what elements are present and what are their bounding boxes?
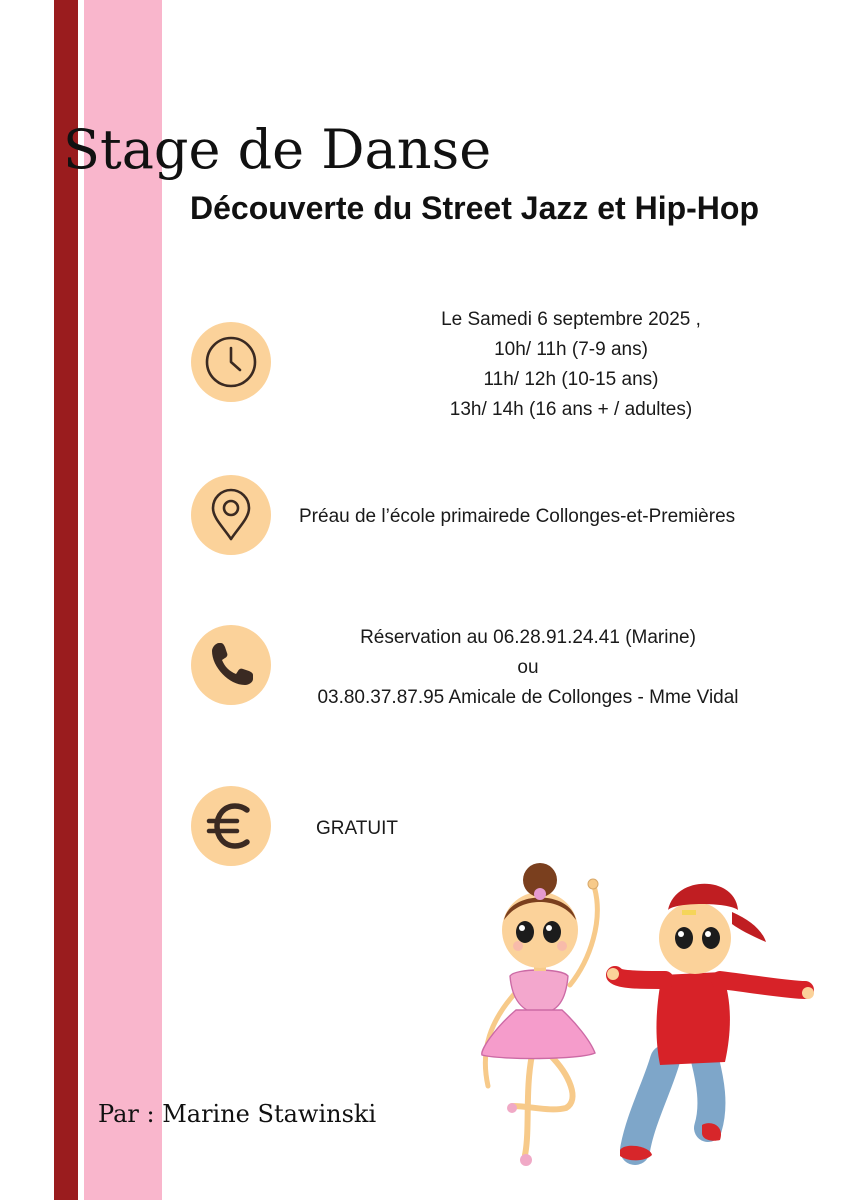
price-text: GRATUIT [316,818,398,839]
location-info [299,502,735,532]
contact-amicale: 03.80.37.87.95 Amicale de Collonges - Mme Vidal [317,687,739,708]
author-credit: Par : Marine Stawinski [98,1100,377,1128]
schedule-slot-2: 11h/ 12h (10-15 ans) [483,369,659,390]
map-pin-icon [191,475,271,555]
price-info [316,814,398,844]
contact-info [280,623,776,713]
location-text: Préau de l’école primairede Collonges-et-Premières [299,506,736,527]
schedule-slot-3: 13h/ 14h (16 ans + / adultes) [449,399,693,420]
clock-icon [191,322,271,402]
dancers-illustration [470,850,820,1180]
page-title: Stage de Danse [63,118,492,181]
phone-icon [191,625,271,705]
ballerina-illustration [482,863,598,1166]
schedule-date: Le Samedi 6 septembre 2025 , [441,309,701,330]
euro-icon [191,786,271,866]
schedule-slot-1: 10h/ 11h (7-9 ans) [494,339,648,360]
contact-reservation: Réservation au 06.28.91.24.41 (Marine) [360,627,696,648]
contact-or: ou [517,657,539,678]
hiphop-boy-illustration [607,884,814,1161]
schedule-info [400,305,742,425]
page-subtitle: Découverte du Street Jazz et Hip-Hop [190,190,759,226]
